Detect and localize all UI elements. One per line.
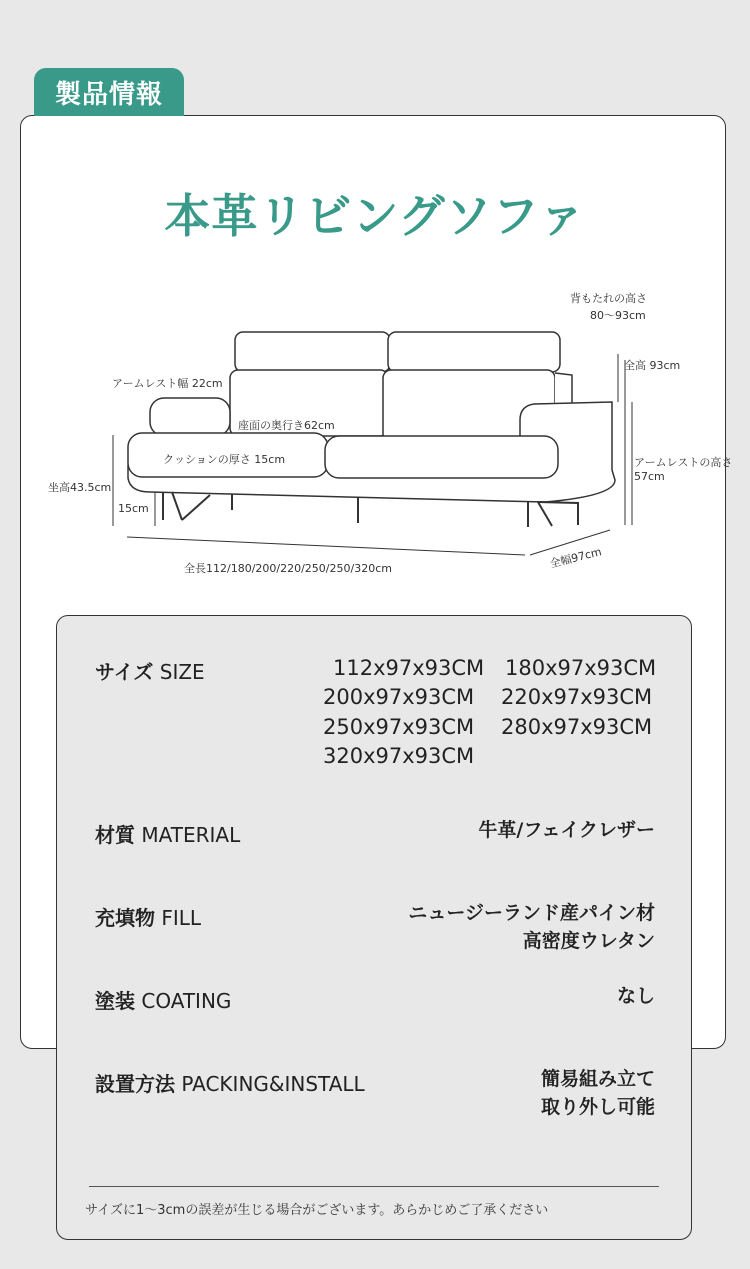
- product-title: 本革リビングソファ: [164, 189, 586, 243]
- arm-height-value: 57cm: [634, 470, 665, 483]
- install-value: 簡易組み立て 取り外し可能: [540, 1068, 655, 1118]
- leg-height-label: 15cm: [118, 502, 149, 515]
- coating-label: 塗装 COATING: [95, 989, 232, 1013]
- size-label: サイズ SIZE: [95, 660, 205, 684]
- seat-depth-label: 座面の奥行き62cm: [238, 419, 335, 432]
- fill-value: ニュージーランド産パイン材 高密度ウレタン: [408, 902, 655, 952]
- sofa-illustration: [0, 280, 750, 590]
- arm-height-label: アームレストの高さ: [634, 456, 733, 469]
- size-item: 220x97x93CM: [501, 685, 653, 709]
- total-height-label: 全高 93cm: [624, 359, 681, 372]
- size-item: 250x97x93CM: [323, 715, 475, 739]
- size-item: 200x97x93CM: [323, 685, 475, 709]
- fill-label: 充填物 FILL: [95, 906, 202, 930]
- sofa-dimension-diagram: [0, 280, 750, 590]
- size-item: 320x97x93CM: [323, 744, 475, 768]
- backrest-height-label: 背もたれの高さ: [570, 292, 647, 305]
- arm-width-label: アームレスト幅 22cm: [112, 377, 223, 390]
- divider: [89, 1186, 659, 1187]
- size-item: 112x97x93CM: [333, 656, 485, 680]
- size-item: 180x97x93CM: [505, 656, 657, 680]
- spec-panel: [56, 615, 692, 1240]
- coating-value: なし: [616, 985, 655, 1007]
- product-info-tag: 製品情報: [34, 68, 184, 116]
- backrest-height-value: 80〜93cm: [590, 309, 646, 322]
- material-value: 牛革/フェイクレザー: [478, 819, 655, 841]
- total-width-label: 全幅97cm: [548, 545, 603, 571]
- total-length-label: 全長112/180/200/220/250/250/320cm: [184, 562, 392, 575]
- material-label: 材質 MATERIAL: [95, 823, 241, 847]
- seat-height-label: 坐高43.5cm: [48, 481, 112, 494]
- cushion-thickness-label: クッションの厚さ 15cm: [163, 453, 286, 466]
- tolerance-note: サイズに1〜3cmの誤差が生じる場合がございます。あらかじめご了承ください: [85, 1203, 549, 1218]
- size-item: 280x97x93CM: [501, 715, 653, 739]
- install-label: 設置方法 PACKING&INSTALL: [95, 1072, 365, 1096]
